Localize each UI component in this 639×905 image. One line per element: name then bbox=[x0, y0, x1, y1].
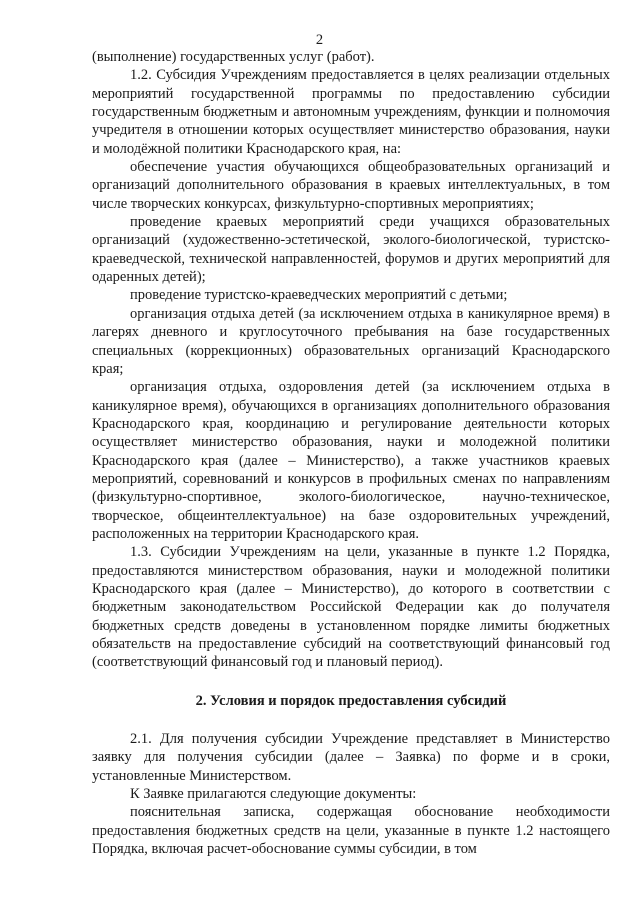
document-body bbox=[92, 48, 610, 858]
paragraph: К Заявке прилагаются следующие документы: bbox=[130, 786, 417, 803]
paragraph: 1.2. Субсидия Учреждениям предоставляется в целях реализации отдельных мероприятий государственной программы по предоставлению субсидии государственным бюджетным и автономным учреждениям, функции и полномочия учредителя в отношении которых осуществляет министерство образования, науки и молодёжной политики Краснодарского края, на: bbox=[92, 67, 610, 157]
paragraph: проведение краевых мероприятий среди учащихся образовательных организаций (художественно-эстетической, эколого-биологической, туристско-краеведческой, технической направленностей, форумов и других мероприятий для одаренных детей); bbox=[92, 214, 610, 286]
paragraph: организация отдыха детей (за исключением отдыха в каникулярное время) в лагерях дневного и круглосуточного пребывания на базе государственных специальных (коррекционных) образовательных организаций Краснодарского края; bbox=[92, 305, 610, 377]
section-heading: 2. Условия и порядок предоставления субсидий bbox=[195, 692, 507, 709]
paragraph: обеспечение участия обучающихся общеобразовательных организаций и организаций дополнительного образования в краевых интеллектуальных, в том числе творческих конкурсах, физкультурно-спортивных мероприятиях; bbox=[92, 159, 610, 212]
paragraph: 2.1. Для получения субсидии Учреждение представляет в Министерство заявку для получения субсидии (далее – Заявка) по форме и в сроки, установленные Министерством. bbox=[92, 731, 610, 784]
paragraph: проведение туристско-краеведческих мероприятий с детьми; bbox=[130, 287, 508, 304]
paragraph: 1.3. Субсидии Учреждениям на цели, указанные в пункте 1.2 Порядка, предоставляются министерством образования, науки и молодежной политики Краснодарского края (далее – Министерство), до которого в соответствии с бюджетным законодательством Российской Федерации как до получателя бюджетных средств доведены в установленном порядке лимиты бюджетных обязательств на предоставление субсидий на соответствующий финансовый год (соответствующий финансовый год и плановый период). bbox=[92, 544, 610, 671]
page-number: 2 bbox=[315, 32, 324, 48]
paragraph: (выполнение) государственных услуг (работ). bbox=[92, 49, 375, 65]
paragraph: организация отдыха, оздоровления детей (за исключением отдыха в каникулярное время), обучающихся в организациях дополнительного образования Краснодарского края, координацию и регулирование деятельности которых осуществляет министерство образования, науки и молодежной политики Краснодарского края (далее – Министерство), а также участников краевых мероприятий, соревнований и конкурсов в профильных сменах по направлениям (физкультурно-спортивное, эколого-биологическое, научно-техническое, творческое, общеинтеллектуальное) на базе оздоровительных учреждений, расположенных на территории Краснодарского края. bbox=[92, 379, 610, 542]
paragraph: пояснительная записка, содержащая обоснование необходимости предоставления бюджетных средств на цели, указанные в пункте 1.2 настоящего Порядка, включая расчет-обоснование суммы субсидии, в том bbox=[92, 804, 610, 858]
